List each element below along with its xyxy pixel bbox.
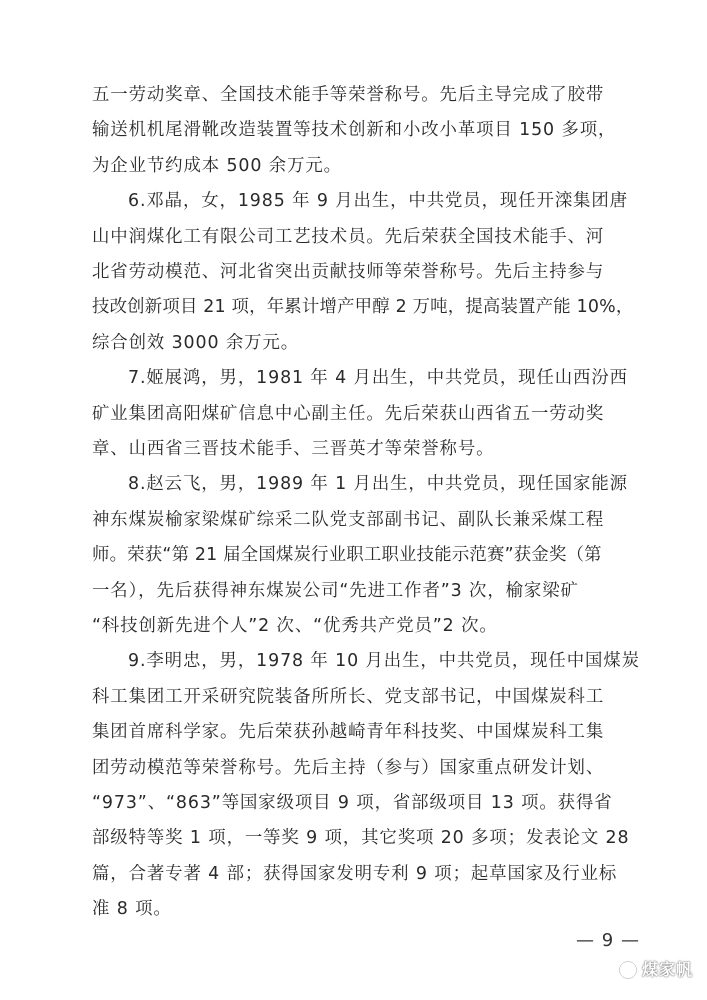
- text-line: 技改创新项目 21 项，年累计增产甲醇 2 万吨，提高装置产能 10%，: [92, 297, 634, 318]
- text-line: 7.姬展鸿，男，1981 年 4 月出生，中共党员，现任山西汾西: [128, 368, 628, 389]
- text-line: 为企业节约成本 500 余万元。: [92, 155, 342, 176]
- text-line: 一名），先后获得神东煤炭公司“先进工作者”3 次，榆家梁矿: [92, 580, 579, 601]
- text-line: 师。荣获“第 21 届全国煤炭行业职工职业技能示范赛”获金奖（第: [92, 545, 602, 566]
- text-line: 9.李明忠，男，1978 年 10 月出生，中共党员，现任中国煤炭: [128, 651, 640, 672]
- text-line: “973”、“863”等国家级项目 9 项，省部级项目 13 项。获得省: [92, 793, 613, 813]
- text-line: 神东煤炭榆家梁煤矿综采二队党支部副书记、副队长兼采煤工程: [92, 509, 605, 530]
- wechat-channel-icon: [618, 960, 638, 980]
- text-line: 科工集团工开采研究院装备所所长、党支部书记，中国煤炭科工: [92, 686, 605, 707]
- text-line: 北省劳动模范、河北省突出贡献技师等荣誉称号。先后主持参与: [92, 262, 605, 282]
- text-line: 团劳动模范等荣誉称号。先后主持（参与）国家重点研发计划、: [92, 757, 605, 778]
- text-line: 准 8 项。: [92, 899, 172, 920]
- text-line: 矿业集团高阳煤矿信息中心副主任。先后荣获山西省五一劳动奖: [92, 403, 605, 424]
- text-line: 综合创效 3000 余万元。: [92, 332, 300, 353]
- text-line: “科技创新先进个人”2 次、“优秀共产党员”2 次。: [92, 616, 498, 636]
- text-line: 部级特等奖 1 项，一等奖 9 项，其它奖项 20 多项；发表论文 28: [92, 828, 630, 849]
- watermark: [618, 958, 693, 982]
- text-line: 8.赵云飞，男，1989 年 1 月出生，中共党员，现任国家能源: [128, 474, 628, 495]
- text-line: 输送机机尾滑靴改造装置等技术创新和小改小革项目 150 多项，: [92, 120, 617, 141]
- text-line: 山中润煤化工有限公司工艺技术员。先后荣获全国技术能手、河: [92, 226, 605, 247]
- page-number: — 9 —: [576, 930, 640, 951]
- text-line: 集团首席科学家。先后荣获孙越崎青年科技奖、中国煤炭科工集: [92, 722, 605, 743]
- text-line: 章、山西省三晋技术能手、三晋英才等荣誉称号。: [92, 439, 495, 459]
- watermark-text: 煤家帆: [641, 960, 693, 979]
- text-line: 6.邓晶，女，1985 年 9 月出生，中共党员，现任开滦集团唐: [128, 191, 628, 212]
- text-line: 篇，合著专著 4 部；获得国家发明专利 9 项；起草国家及行业标: [92, 863, 618, 884]
- text-line: 五一劳动奖章、全国技术能手等荣誉称号。先后主导完成了胶带: [92, 85, 605, 105]
